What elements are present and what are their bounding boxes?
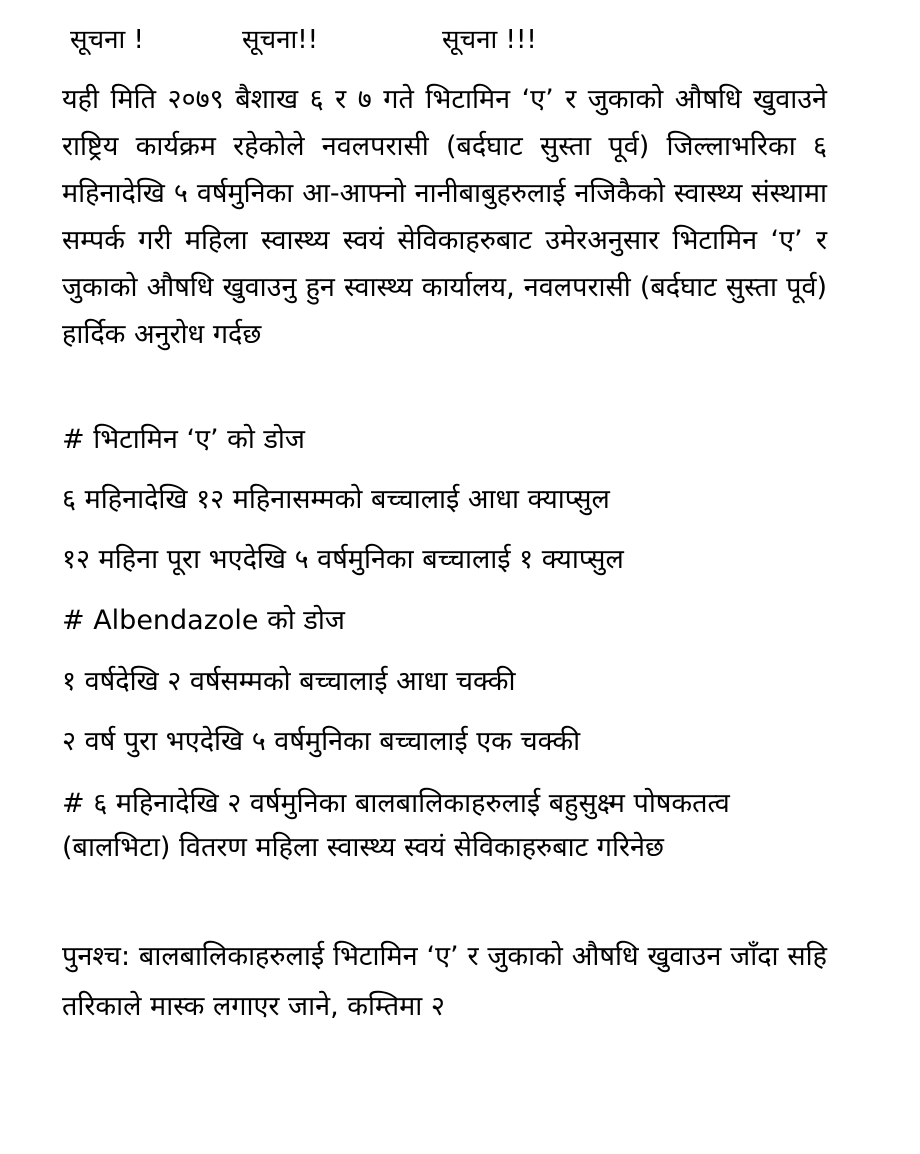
notice-heading-1: सूचना ! — [70, 25, 144, 55]
vitamin-a-dose-heading: # भिटामिन ‘ए’ को डोज — [62, 424, 305, 455]
micronutrient-note: # ६ महिनादेखि २ वर्षमुनिका बालबालिकाहरुलाई बहुसुक्ष्म पोषकतत्व (बालभिटा) वितरण महिला स्वास्थ्य स्वयं सेविकाहरुबाट गरिनेछ — [62, 788, 730, 863]
intro-paragraph: यही मिति २०७९ बैशाख ६ र ७ गते भिटामिन ‘ए’ र जुकाको औषधि खुवाउने राष्ट्रिय कार्यक्रम रहेकोले नवलपरासी (बर्दघाट सुस्ता पूर्व) जिल्लाभरिका ६ महिनादेखि ५ वर्षमुनिका आ-आफ्नो नानीबाबुहरुलाई नजिकैको स्वास्थ्य संस्थामा सम्पर्क गरी महिला स्वास्थ्य स्वयं सेविकाहरुबाट उमेरअनुसार भिटामिन ‘ए’ र जुकाको औषधि खुवाउनु हुन स्वास्थ्य कार्यालय, नवलपरासी (बर्दघाट सुस्ता पूर्व) हार्दिक अनुरोध गर्दछ — [62, 84, 827, 350]
postscript-paragraph: पुनश्च: बालबालिकाहरुलाई भिटामिन ‘ए’ र जुकाको औषधि खुवाउन जाँदा सहि तरिकाले मास्क लगाएर जाने, कम्तिमा २ — [62, 941, 827, 1022]
albendazole-dose-line-2: २ वर्ष पुरा भएदेखि ५ वर्षमुनिका बच्चालाई एक चक्की — [62, 726, 581, 757]
notice-heading-row — [70, 18, 670, 62]
vitamin-a-dose-line-1: ६ महिनादेखि १२ महिनासम्मको बच्चालाई आधा क्याप्सुल — [62, 484, 610, 515]
notice-heading-3: सूचना !!! — [442, 25, 537, 55]
notice-heading-2: सूचना!! — [242, 25, 319, 55]
vitamin-a-dose-line-2: १२ महिना पूरा भएदेखि ५ वर्षमुनिका बच्चालाई १ क्याप्सुल — [62, 544, 624, 575]
albendazole-dose-line-1: १ वर्षदेखि २ वर्षसम्मको बच्चालाई आधा चक्की — [62, 666, 516, 697]
albendazole-dose-heading: # Albendazole को डोज — [62, 605, 345, 636]
